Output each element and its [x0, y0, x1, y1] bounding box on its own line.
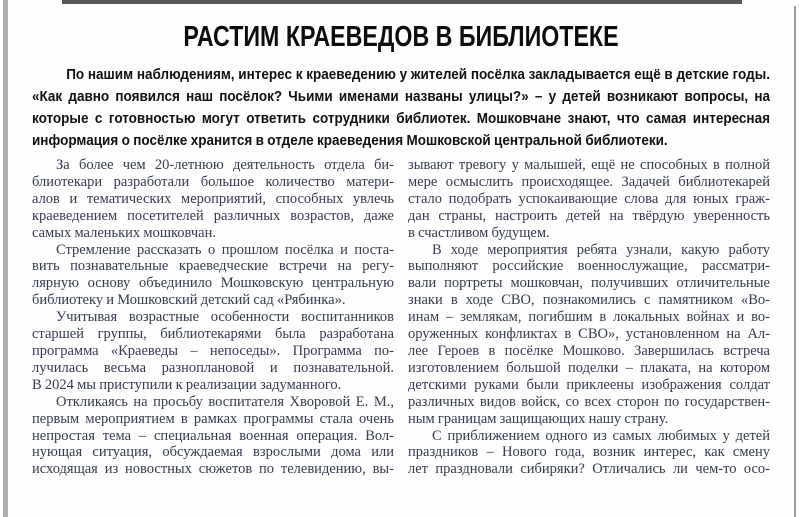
- text-line: нующая ситуация, обсуждаемая взрослыми дома или: [32, 444, 394, 461]
- text-line: которые с готовностью могут ответить сотрудники библиотек. Мошковчане знают, что самая интересная: [32, 110, 770, 127]
- text-line: исходящая из новостных сюжетов по телевидению, вы-: [32, 461, 394, 478]
- text-line: мере осмыслить происходящее. Задачей библиотекарей: [408, 173, 770, 190]
- text-line: выполняют российские военнослужащие, рассматри-: [408, 258, 770, 275]
- text-line: самых маленьких мошковчан.: [32, 224, 216, 241]
- page-edge-left: [3, 0, 8, 517]
- text-line: в счастливом будущем.: [408, 224, 550, 241]
- right-column: [408, 157, 770, 478]
- text-line: дан страны, настроить детей на твёрдую уверенность: [408, 207, 770, 224]
- text-line: Стремление рассказать о прошлом посёлка и поста-: [56, 241, 394, 258]
- text-line: За более чем 20-летнюю деятельность отдела би-: [56, 157, 394, 173]
- text-line: изготовлением большой поделки – плаката, на котором: [408, 359, 770, 376]
- text-line: различных видов войск, со всех сторон по государствен-: [408, 393, 770, 410]
- text-line: зывают тревогу у малышей, ещё не способных в полной: [408, 157, 770, 173]
- text-line: По нашим наблюдениям, интерес к краеведению у жителей посёлка закладывается ещё в детские годы.: [66, 66, 770, 83]
- text-line: старшей группы, библиотекарями была разработана: [32, 326, 394, 343]
- body-columns: [32, 157, 770, 478]
- text-line: стало подобрать успокаивающие слова для юных граж-: [408, 190, 770, 207]
- text-line: «Как давно появился наш посёлок? Чьими именами названы улицы?» – у детей возникают вопросы, на: [32, 88, 770, 105]
- text-line: библиотеку и Мошковский детский сад «Рябинка».: [32, 292, 346, 309]
- text-line: вить познавательные краеведческие встречи на регу-: [32, 258, 394, 275]
- text-line: краеведением посетителей различных возрастов, даже: [32, 207, 394, 224]
- text-line: С приближением одного из самых любимых у детей: [432, 427, 770, 444]
- text-line: В 2024 мы приступили к реализации задуманного.: [32, 376, 342, 393]
- text-line: детскими руками были приклеены изображения солдат: [408, 376, 770, 393]
- text-line: непростая тема – специальная военная операция. Вол-: [32, 427, 394, 444]
- text-line: лярную основу объединило Мошковскую центральную: [32, 275, 394, 292]
- text-line: инам – землякам, погибшим в локальных войнах и во-: [408, 309, 770, 326]
- text-line: Учитывая возрастные особенности воспитанников: [56, 309, 394, 326]
- lead-paragraph: [32, 64, 770, 152]
- text-line: Откликаясь на просьбу воспитателя Хворовой Е. М.,: [56, 393, 394, 410]
- text-line: оруженных конфликтах в СВО», установленном на Ал-: [408, 326, 770, 343]
- text-line: ным границам защищающих нашу страну.: [408, 410, 669, 427]
- text-line: В ходе мероприятия ребята узнали, какую работу: [432, 241, 770, 258]
- text-line: вали портреты мошковчан, получивших отличительные: [408, 275, 770, 292]
- text-line: алов и тематических мероприятий, способных увлечь: [32, 190, 394, 207]
- text-line: блиотекари разработали большое количество матери-: [32, 173, 394, 190]
- article-content: [32, 0, 770, 478]
- left-column: [32, 157, 394, 478]
- text-line: знаки в ходе СВО, познакомились с памятником «Во-: [408, 292, 770, 309]
- article-title: РАСТИМ КРАЕВЕДОВ В БИБЛИОТЕКЕ: [183, 21, 619, 53]
- text-line: праздников – Нового года, возник интерес, как смену: [408, 444, 770, 461]
- text-line: первым мероприятием в рамках программы стала очень: [32, 410, 394, 427]
- text-line: программа «Краеведы – непоседы». Программа по-: [32, 342, 394, 359]
- text-line: лучилась весьма разноплановой и познавательной.: [32, 359, 394, 376]
- text-line: лее Героев в посёлке Мошково. Завершилась встреча: [408, 342, 770, 359]
- page-edge-right: [794, 6, 796, 517]
- text-line: информация о посёлке хранится в отделе краеведения Мошковской центральной библиотеки.: [32, 132, 668, 149]
- text-line: лет праздновали сибиряки? Отличались ли чем-то осо-: [408, 461, 770, 478]
